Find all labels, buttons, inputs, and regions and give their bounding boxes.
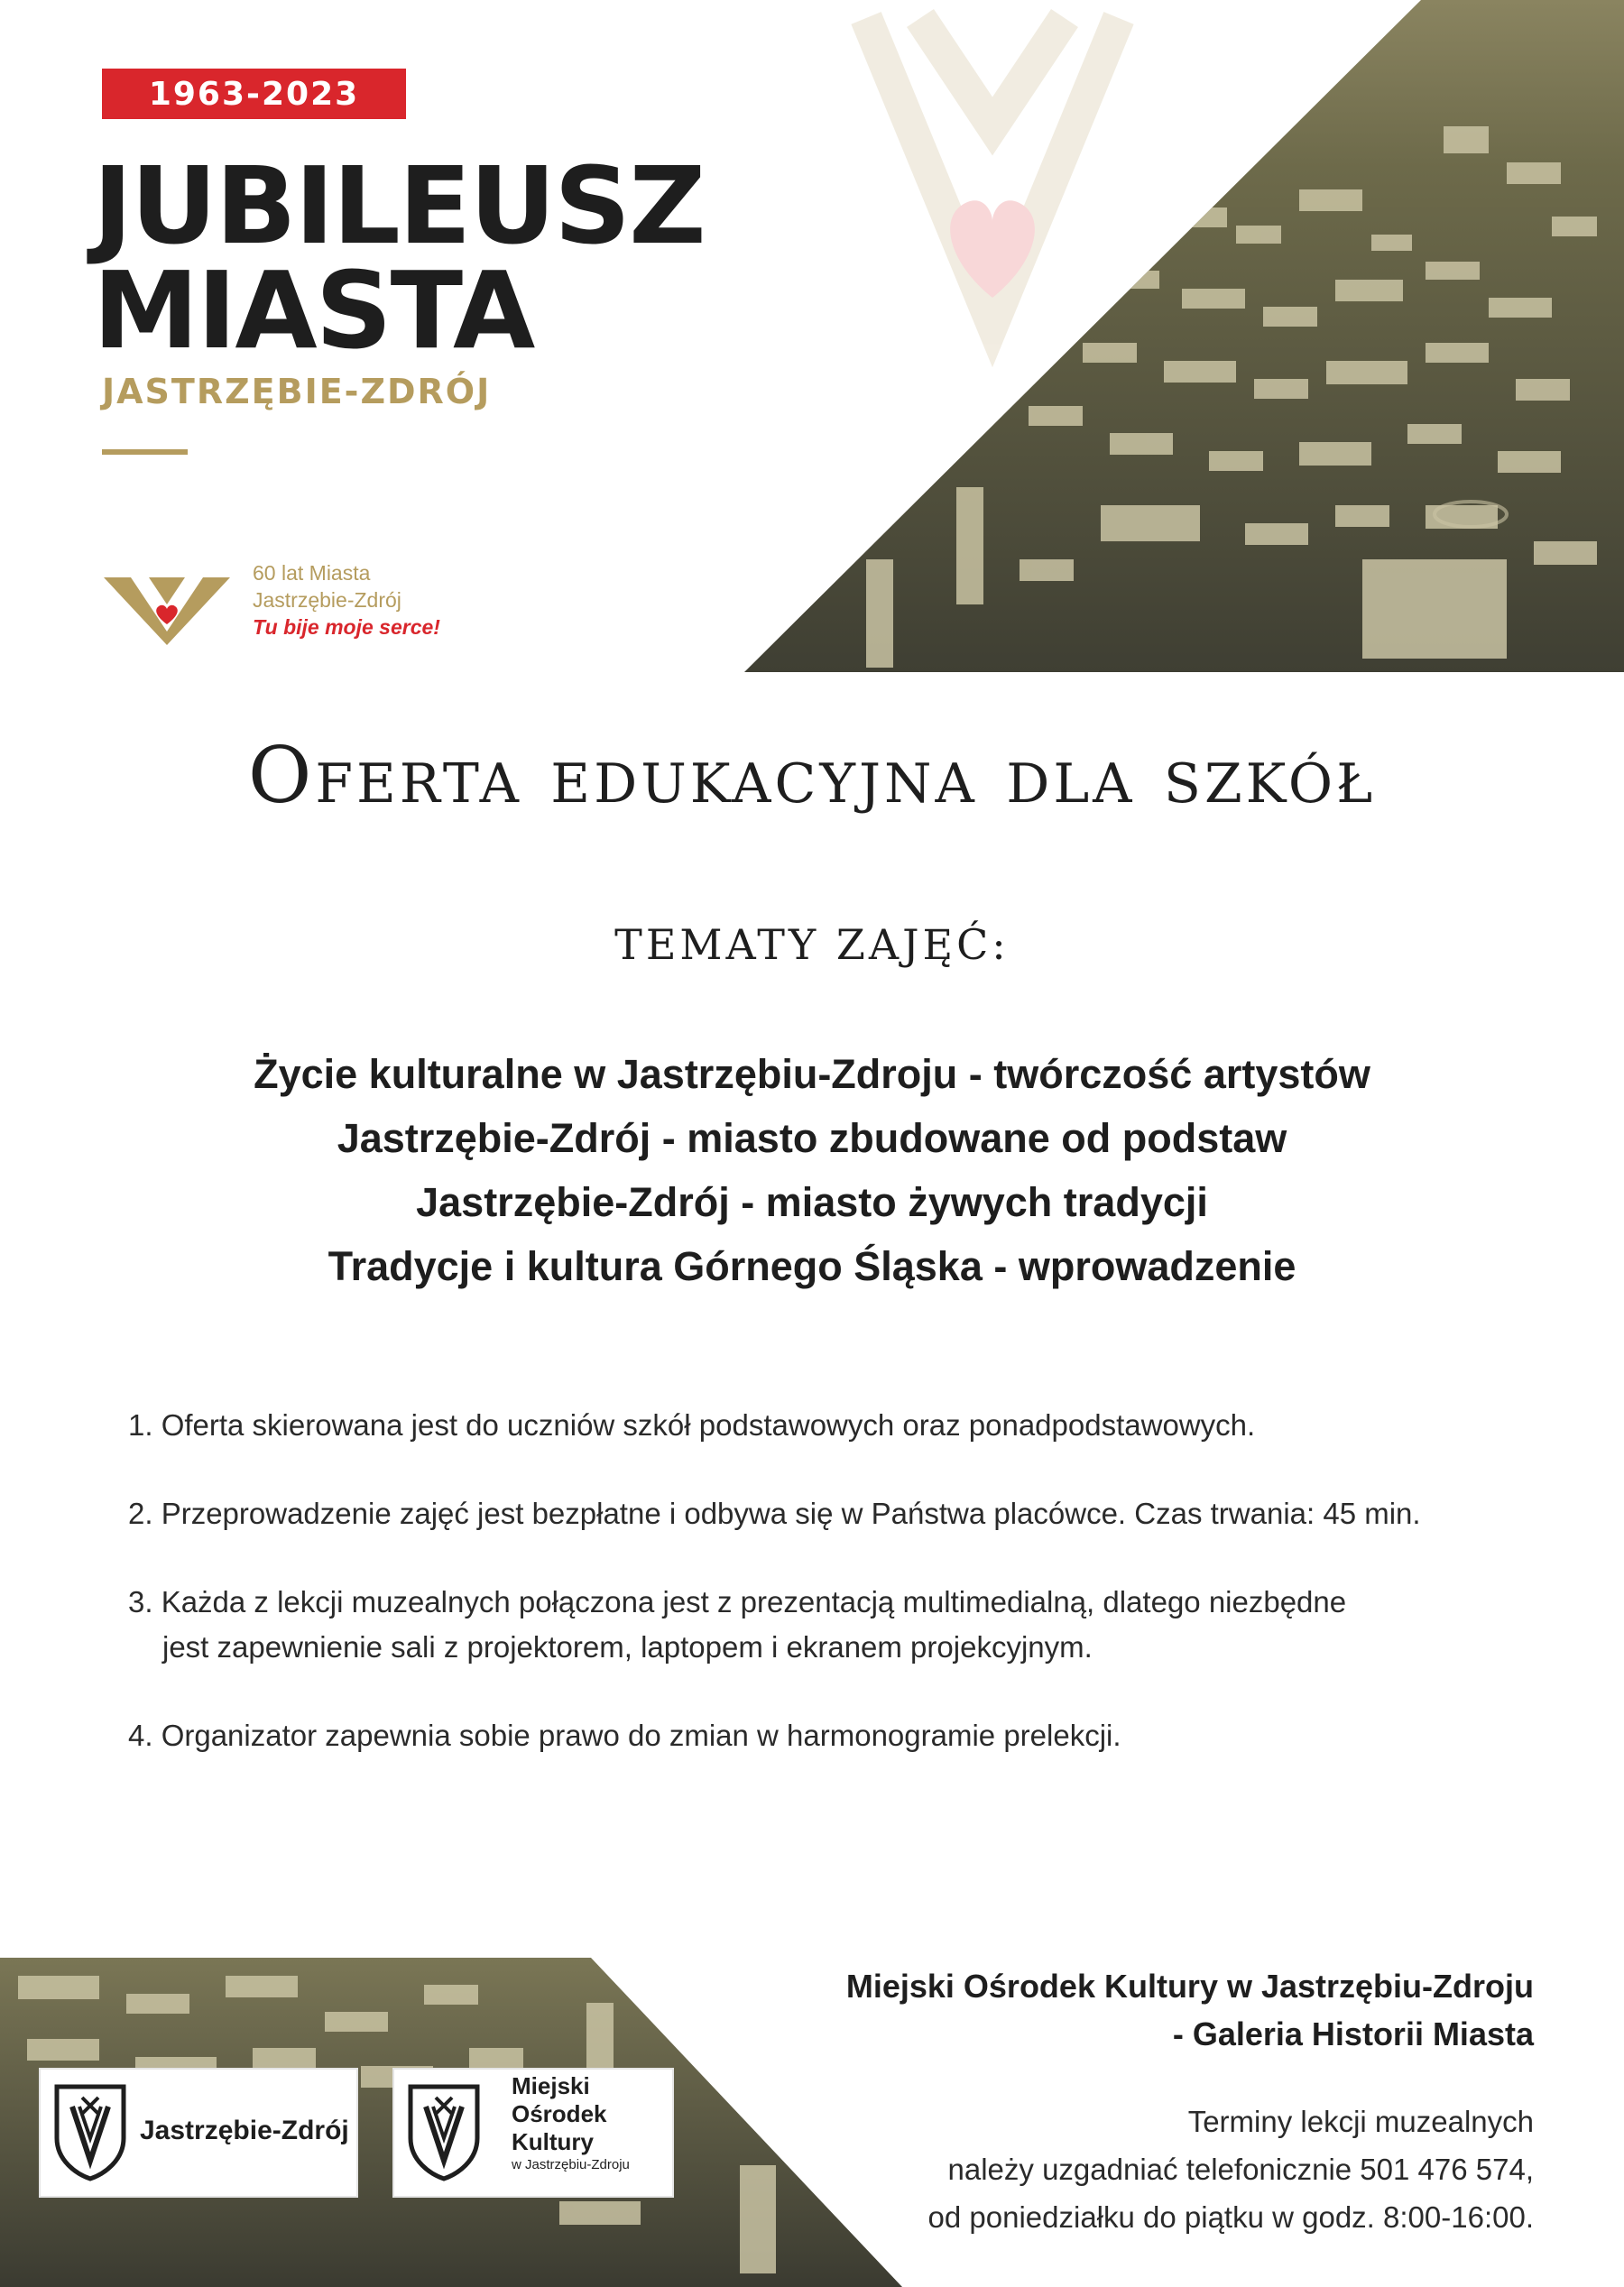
culture-logo-line2: Ośrodek bbox=[512, 2100, 607, 2127]
watermark-logo bbox=[866, 18, 1119, 325]
term-item-3 bbox=[128, 1580, 1536, 1670]
gold-divider bbox=[102, 449, 188, 455]
hero-title-line2: MIASTA bbox=[93, 248, 534, 373]
terms-list bbox=[128, 1403, 1536, 1802]
term-item-1: 1. Oferta skierowana jest do uczniów szkół podstawowych oraz ponadpodstawowych. bbox=[128, 1408, 1256, 1442]
topic-item: Jastrzębie-Zdrój - miasto żywych tradycji bbox=[416, 1179, 1208, 1225]
term-item-4: 4. Organizator zapewnia sobie prawo do zmian w harmonogramie prelekcji. bbox=[128, 1719, 1121, 1752]
page-title: Oferta edukacyjna dla szkół bbox=[247, 731, 1377, 821]
culture-center-logo-text bbox=[512, 2072, 630, 2174]
topic-item: Życie kulturalne w Jastrzębiu-Zdroju - twórczość artystów bbox=[254, 1051, 1370, 1097]
anniversary-slogan bbox=[253, 559, 440, 641]
culture-logo-line4: w Jastrzębiu-Zdroju bbox=[512, 2157, 630, 2172]
term-item-3-line1: 3. Każda z lekcji muzealnych połączona jest z prezentacją multimedialną, dlatego niezbędne bbox=[128, 1585, 1347, 1618]
slogan-line1: 60 lat Miasta bbox=[253, 561, 371, 585]
slogan-line2: Jastrzębie-Zdrój bbox=[253, 588, 401, 612]
city-logo-text: Jastrzębie-Zdrój bbox=[140, 2116, 349, 2145]
topic-item: Tradycje i kultura Górnego Śląska - wprowadzenie bbox=[328, 1243, 1296, 1289]
topics-list bbox=[0, 1042, 1624, 1298]
topic-item: Jastrzębie-Zdrój - miasto zbudowane od podstaw bbox=[337, 1115, 1287, 1161]
organizer-line1: Miejski Ośrodek Kultury w Jastrzębiu-Zdroju bbox=[845, 1968, 1534, 2005]
organizer-name bbox=[846, 1962, 1534, 2058]
topics-heading: TEMATY ZAJĘĆ: bbox=[614, 920, 1010, 969]
slogan-line3: Tu bije moje serce! bbox=[253, 615, 440, 639]
contact-line1: Terminy lekcji muzealnych bbox=[1187, 2105, 1534, 2138]
contact-line3: od poniedziałku do piątku w godz. 8:00-16:00. bbox=[927, 2200, 1534, 2234]
hero-city-name: JASTRZĘBIE-ZDRÓJ bbox=[102, 372, 492, 411]
culture-center-emblem-icon bbox=[403, 2080, 484, 2183]
anniversary-years-badge: 1963-2023 bbox=[102, 69, 406, 119]
term-item-2: 2. Przeprowadzenie zajęć jest bezpłatne i odbywa się w Państwa placówce. Czas trwania: 45 min. bbox=[128, 1497, 1421, 1530]
organizer-line2: - Galeria Historii Miasta bbox=[1172, 2015, 1534, 2052]
hero-title-line1: JUBILEUSZ bbox=[93, 143, 705, 268]
culture-logo-line1: Miejski bbox=[512, 2072, 590, 2099]
contact-info bbox=[928, 2098, 1534, 2241]
anniversary-heart-logo-icon bbox=[99, 559, 235, 650]
contact-line2: należy uzgadniać telefonicznie 501 476 574, bbox=[947, 2153, 1534, 2186]
culture-logo-line3: Kultury bbox=[512, 2128, 594, 2155]
term-item-3-line2: jest zapewnienie sali z projektorem, laptopem i ekranem projekcyjnym. bbox=[162, 1630, 1093, 1664]
city-coat-of-arms-icon bbox=[50, 2080, 131, 2183]
hero-title bbox=[93, 143, 705, 373]
